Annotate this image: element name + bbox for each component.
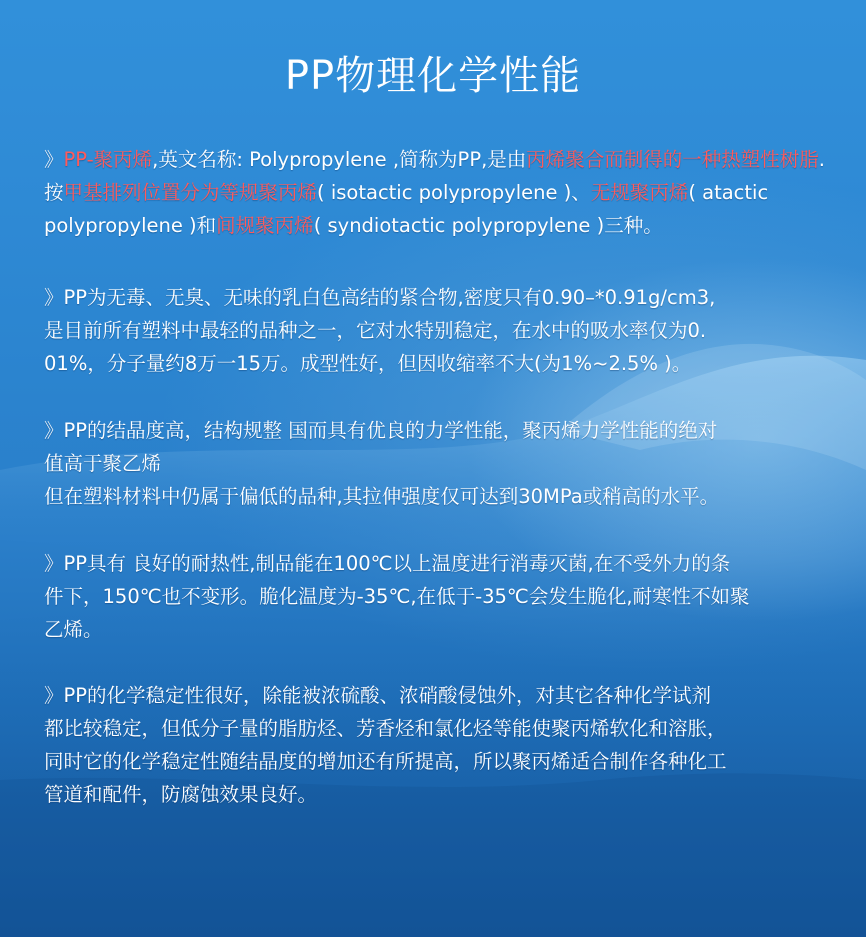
- text-line: 件下，150℃也不变形。脆化温度为-35℃,在低于-35℃会发生脆化,耐寒性不如聚: [44, 585, 750, 608]
- paragraph-pp-definition: [44, 143, 834, 242]
- text-line: 乙烯。: [44, 618, 103, 641]
- text-line: 》PP的结晶度高，结构规整 国而具有优良的力学性能，聚丙烯力学性能的绝对: [44, 419, 718, 442]
- paragraph-chemical-stability: [44, 679, 834, 811]
- text-segment: .按: [44, 148, 825, 204]
- text-line: 》PP具有 良好的耐热性,制品能在100℃以上温度进行消毒灭菌,在不受外力的条: [44, 552, 731, 575]
- text-line: 是目前所有塑料中最轻的品种之一，它对水特别稳定，在水中的吸水率仅为0.: [44, 319, 707, 342]
- text-line: 同时它的化学稳定性随结晶度的增加还有所提高，所以聚丙烯适合制作各种化工: [44, 750, 727, 773]
- paragraph-heat-resistance: [44, 547, 834, 646]
- highlight-pp-name: PP-聚丙烯: [63, 148, 153, 171]
- text-line: 》PP的化学稳定性很好，除能被浓硫酸、浓硝酸侵蚀外，对其它各种化学试剂: [44, 684, 712, 707]
- text-line: 管道和配件，防腐蚀效果良好。: [44, 783, 318, 806]
- highlight-thermoplastic: 丙烯聚合而制得的一种热塑性树脂: [526, 148, 819, 171]
- text-line: 01%，分子量约8万一15万。成型性好，但因收缩率不大(为1%~2.5% )。: [44, 352, 692, 375]
- text-line: 但在塑料材料中仍属于偏低的品种,其拉伸强度仅可达到30MPa或稍高的水平。: [44, 485, 720, 508]
- text-line: 》PP为无毒、无臭、无味的乳白色高结的紧合物,密度只有0.90–*0.91g/cm3,: [44, 286, 716, 309]
- text-segment: ,英文名称: Polypropylene ,简称为PP,是由: [152, 148, 527, 171]
- highlight-atactic: 无规聚丙烯: [590, 181, 689, 204]
- text-segment: ( isotactic polypropylene )、: [317, 181, 591, 204]
- paragraph-crystallinity: [44, 414, 834, 513]
- page-title: PP物理化学性能: [284, 53, 582, 99]
- paragraph-density: [44, 281, 834, 380]
- text-segment: ( syndiotactic polypropylene )三种。: [313, 214, 663, 237]
- text-line: 都比较稳定，但低分子量的脂肪烃、芳香烃和氯化烃等能使聚丙烯软化和溶胀，: [44, 717, 727, 740]
- highlight-syndiotactic: 间规聚丙烯: [216, 214, 314, 237]
- text-line: 值高于聚乙烯: [44, 452, 162, 475]
- highlight-isotactic: 甲基排列位置分为等规聚丙烯: [63, 181, 318, 204]
- text-segment: ( atactic polypropylene )和: [44, 181, 769, 237]
- bullet-marker: 》: [44, 148, 64, 171]
